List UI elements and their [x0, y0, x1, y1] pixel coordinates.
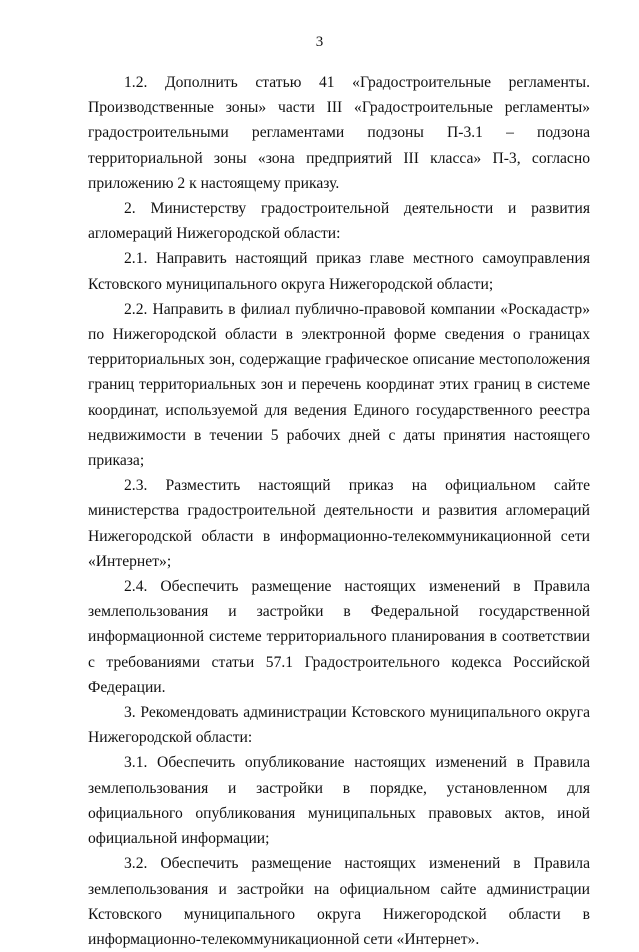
paragraph-2: 2. Министерству градостроительной деятельности и развития агломераций Нижегородской области: [88, 200, 590, 243]
paragraph-3: 3. Рекомендовать администрации Кстовского муниципального округа Нижегородской области: [88, 704, 590, 747]
paragraph-1-2: 1.2. Дополнить статью 41 «Градостроительные регламенты. Производственные зоны» части III «Градостроительные регламенты» градостроительными регламентами подзоны П-3.1 – подзона территориальной зоны «зона предприятий III класса» П-3, согласно приложению 2 к настоящему приказу. [88, 74, 590, 192]
paragraph-3-2: 3.2. Обеспечить размещение настоящих изменений в Правила землепользования и застройки на официальном сайте администрации Кстовского муниципального округа Нижегородской области в информационно-телекоммуникационной сети «Интернет». [88, 855, 590, 948]
document-body [88, 70, 590, 952]
paragraph-3-1: 3.1. Обеспечить опубликование настоящих изменений в Правила землепользования и застройки в порядке, установленном для официального опубликования муниципальных правовых актов, иной официальной информации; [88, 754, 590, 848]
paragraph-2-1: 2.1. Направить настоящий приказ главе местного самоуправления Кстовского муниципального округа Нижегородской области; [88, 250, 590, 293]
paragraph-2-2: 2.2. Направить в филиал публично-правовой компании «Роскадастр» по Нижегородской области в электронной форме сведения о границах территориальных зон, содержащие графическое описание местоположения границ территориальных зон и перечень координат этих границ в системе координат, используемой для ведения Единого государственного реестра недвижимости в течении 5 рабочих дней с даты принятия настоящего приказа; [88, 300, 590, 470]
paragraph-2-3: 2.3. Разместить настоящий приказ на официальном сайте министерства градостроительной деятельности и развития агломераций Нижегородской области в информационно-телекоммуникационной сети «Интернет»; [88, 477, 590, 570]
paragraph-2-4: 2.4. Обеспечить размещение настоящих изменений в Правила землепользования и застройки в Федеральной государственной информационной системе территориального планирования в соответствии с требованиями статьи 57.1 Градостроительного кодекса Российской Федерации. [88, 578, 590, 696]
page-number: 3 [315, 34, 324, 50]
